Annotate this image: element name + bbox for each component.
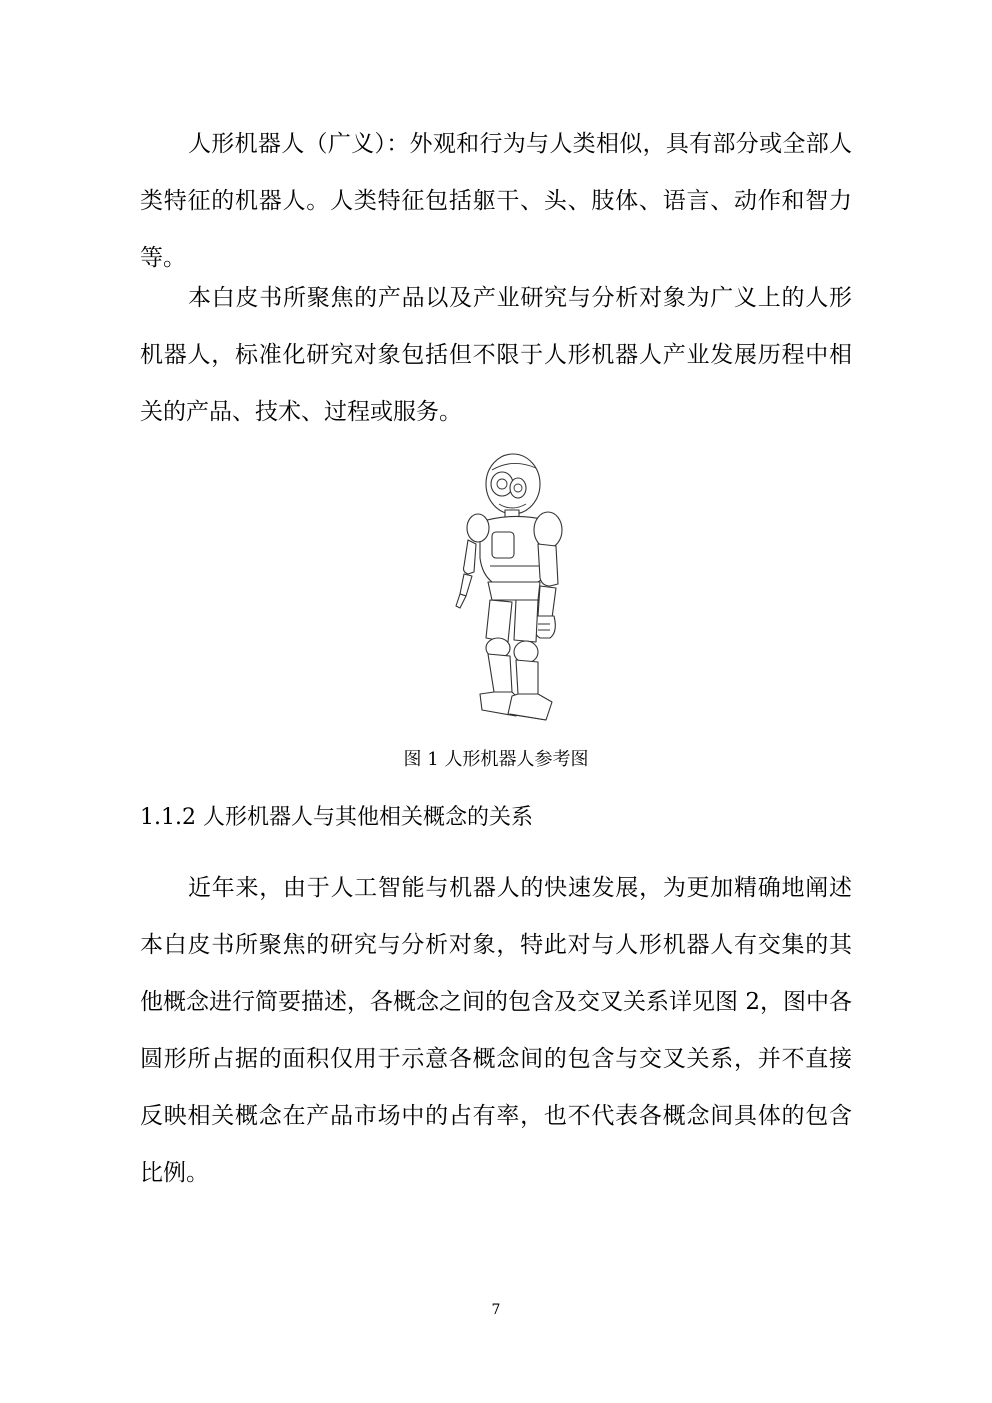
page-number: 7 xyxy=(491,1302,501,1318)
humanoid-robot-illustration xyxy=(420,448,580,730)
paragraph-scope: 本白皮书所聚焦的产品以及产业研究与分析对象为广义上的人形机器人，标准化研究对象包括但不限于人形机器人产业发展历程中相关的产品、技术、过程或服务。 xyxy=(140,285,852,425)
humanoid-robot-figure xyxy=(420,448,580,730)
section-heading: 1.1.2 人形机器人与其他相关概念的关系 xyxy=(140,805,533,830)
paragraph-relations: 近年来，由于人工智能与机器人的快速发展，为更加精确地阐述本白皮书所聚焦的研究与分析对象，特此对与人形机器人有交集的其他概念进行简要描述，各概念之间的包含及交叉关系详见图 2，图中各圆形所占据的面积仅用于示意各概念间的包含与交叉关系，并不直接反映相关概念在产品市场中的占有率，也不代表各概念间具体的包含比例。 xyxy=(140,875,852,1186)
figure-caption: 图 1 人形机器人参考图 xyxy=(403,749,589,770)
paragraph-definition: 人形机器人（广义）：外观和行为与人类相似，具有部分或全部人类特征的机器人。人类特征包括躯干、头、肢体、语言、动作和智力等。 xyxy=(140,131,852,271)
